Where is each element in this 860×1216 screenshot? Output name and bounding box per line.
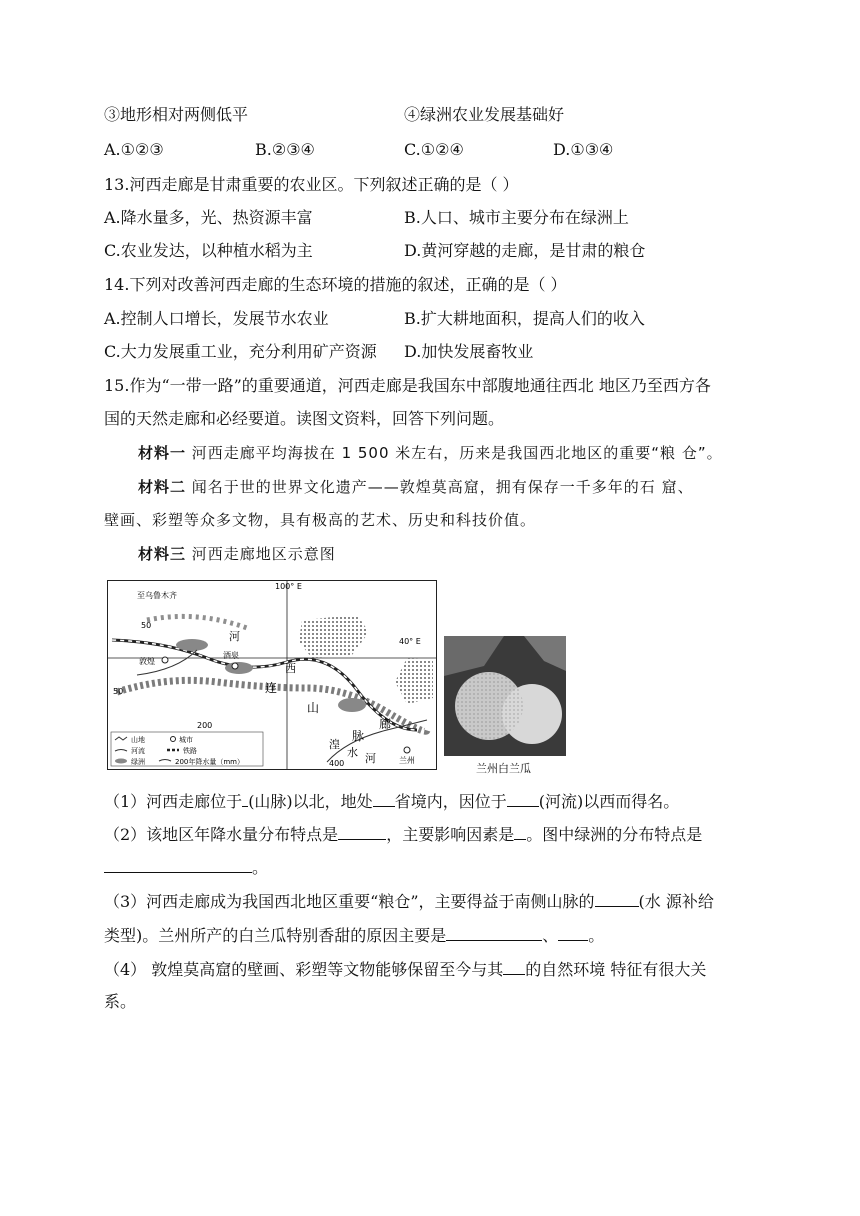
- q14-option-c: C.大力发展重工业，充分利用矿产资源: [104, 342, 377, 361]
- sub4-text-a: （4） 敦煌莫高窟的壁画、彩塑等文物能够保留至今与其: [104, 960, 504, 979]
- sub2-text-a: （2）该地区年降水量分布特点是: [104, 825, 339, 844]
- sub3-text-c: 类型)。兰州所产的白兰瓜特别香甜的原因主要是: [104, 926, 447, 945]
- q12-option-b: B.②③④: [255, 140, 315, 159]
- char-xi: 西: [285, 662, 296, 675]
- material-2-cont: 壁画、彩塑等众多文物，具有极高的艺术、历史和科技价值。: [104, 511, 537, 529]
- legend-mountain: 山地: [131, 736, 145, 744]
- q14-option-d: D.加快发展畜牧业: [404, 342, 534, 361]
- legend-city-icon: [171, 737, 176, 742]
- sub3-text-d: 、: [542, 926, 559, 945]
- sub4-text-b: 的自然环境 特征有很大关: [525, 960, 707, 979]
- isohyet-400: 400: [329, 759, 345, 768]
- q12-item3: ③地形相对两侧低平: [104, 105, 249, 124]
- sub3-blank-1[interactable]: [595, 890, 639, 907]
- material-1: [138, 442, 723, 464]
- photo-caption: 兰州白兰瓜: [476, 762, 531, 775]
- sub2-text-c: 。图中绿洲的分布特点是: [526, 825, 703, 844]
- sub3-blank-3[interactable]: [558, 924, 588, 941]
- isohyet-50a: 50: [141, 621, 152, 630]
- q12-option-c: C.①②④: [404, 140, 464, 159]
- q13-option-c: C.农业发达，以种植水稻为主: [104, 241, 313, 260]
- sub2-text-d: 。: [252, 858, 269, 877]
- melon-texture: [455, 672, 523, 740]
- q13-stem: 13.河西走廊是甘肃重要的农业区。下列叙述正确的是（ ）: [104, 175, 519, 194]
- sub3-text-e: 。: [588, 926, 605, 945]
- char-he: 河: [229, 630, 240, 643]
- label-lanzhou: 兰州: [399, 756, 415, 765]
- city-dunhuang: [162, 657, 168, 663]
- hexi-corridor-map: [107, 580, 437, 770]
- char-lian: 连: [265, 681, 278, 695]
- q12-item4: ④绿洲农业发展基础好: [404, 105, 565, 124]
- sub4-blank-1[interactable]: [503, 958, 525, 975]
- sub1-text-d: (河流)以西而得名。: [538, 792, 680, 811]
- material-3-text: 河西走廊地区示意图: [191, 545, 336, 563]
- q12-option-a: A.①②③: [104, 140, 164, 159]
- label-dunhuang: 敦煌: [139, 657, 155, 666]
- sub3: [104, 890, 714, 913]
- oasis: [338, 698, 366, 712]
- sub2-blank-2[interactable]: [514, 823, 526, 840]
- q14-stem: 14.下列对改善河西走廊的生态环境的措施的叙述，正确的是（ ）: [104, 275, 567, 294]
- q15-stem-line1: 15.作为“一带一路”的重要通道，河西走廊是我国东中部腹地通往西北 地区乃至西方各: [104, 376, 711, 395]
- q14-option-a: A.控制人口增长，发展节水农业: [104, 309, 329, 328]
- q13-option-d: D.黄河穿越的走廊，是甘肃的粮仓: [404, 241, 646, 260]
- char-shan: 山: [307, 701, 320, 715]
- sub3-text-b: (水 源补给: [638, 892, 714, 911]
- material-1-label: 材料一: [138, 444, 187, 462]
- q12-option-d: D.①③④: [553, 140, 614, 159]
- legend-river: 河流: [131, 747, 145, 755]
- sub3-text-a: （3）河西走廊成为我国西北地区重要“粮仓”，主要得益于南侧山脉的: [104, 892, 595, 911]
- material-2-label: 材料二: [138, 478, 187, 496]
- sub3-cont: [104, 924, 604, 947]
- isohyet-200: 200: [197, 721, 213, 730]
- q14-option-b: B.扩大耕地面积，提高人们的收入: [404, 309, 645, 328]
- sub2-cont: [104, 856, 268, 879]
- legend-oasis-icon: [115, 759, 127, 764]
- label-40n: 40° E: [399, 637, 421, 646]
- sub1-blank-3[interactable]: [507, 790, 539, 807]
- oasis: [176, 639, 208, 651]
- sub2-blank-3[interactable]: [104, 856, 252, 873]
- char-he2: 河: [365, 752, 376, 765]
- label-100e: 100° E: [275, 582, 302, 591]
- bailan-melon-photo: [444, 636, 566, 756]
- sub1-blank-2[interactable]: [373, 790, 395, 807]
- material-2: [138, 476, 694, 498]
- oasis: [225, 662, 253, 674]
- label-jiuquan: 酒泉: [223, 651, 239, 660]
- city-jiuquan: [232, 663, 238, 669]
- sub1-text-c: 省境内，因位于: [394, 792, 507, 811]
- q13-option-a: A.降水量多，光、热资源丰富: [104, 208, 313, 227]
- q13-option-b: B.人口、城市主要分布在绿洲上: [404, 208, 629, 227]
- isohyet-50b: 50: [113, 687, 124, 696]
- legend-oasis: 绿洲: [131, 758, 145, 766]
- sub1: [104, 790, 679, 813]
- material-3-label: 材料三: [138, 545, 187, 563]
- sub2-text-b: ，主要影响因素是: [386, 825, 515, 844]
- sub4-cont: 系。: [104, 992, 137, 1011]
- material-2-text: 闻名于世的世界文化遗产——敦煌莫高窟，拥有保存一千多年的石 窟、: [191, 478, 694, 496]
- legend-isohyet: 200年降水量（mm）: [175, 758, 244, 766]
- legend-rail: 铁路: [183, 747, 197, 755]
- sub3-blank-2[interactable]: [446, 924, 542, 941]
- sub1-text-b: (山脉)以北，地处: [248, 792, 373, 811]
- label-urumqi: 至乌鲁木齐: [137, 591, 177, 600]
- sub2: [104, 823, 702, 846]
- char-lang: 廊: [379, 717, 392, 731]
- char-mai: 脉: [352, 729, 365, 743]
- legend-city: 城市: [179, 736, 193, 744]
- sub2-blank-1[interactable]: [338, 823, 386, 840]
- sub1-text-a: （1）河西走廊位于: [104, 792, 243, 811]
- q15-stem-line2: 国的天然走廊和必经要道。读图文资料，回答下列问题。: [104, 409, 505, 428]
- sub4: [104, 958, 706, 981]
- char-huang: 湟: [329, 738, 340, 751]
- city-lanzhou: [404, 747, 410, 753]
- material-3: [138, 543, 336, 565]
- material-1-text: 河西走廊平均海拔在 1 500 米左右，历来是我国西北地区的重要“粮 仓”。: [191, 444, 723, 462]
- char-shui: 水: [347, 746, 358, 759]
